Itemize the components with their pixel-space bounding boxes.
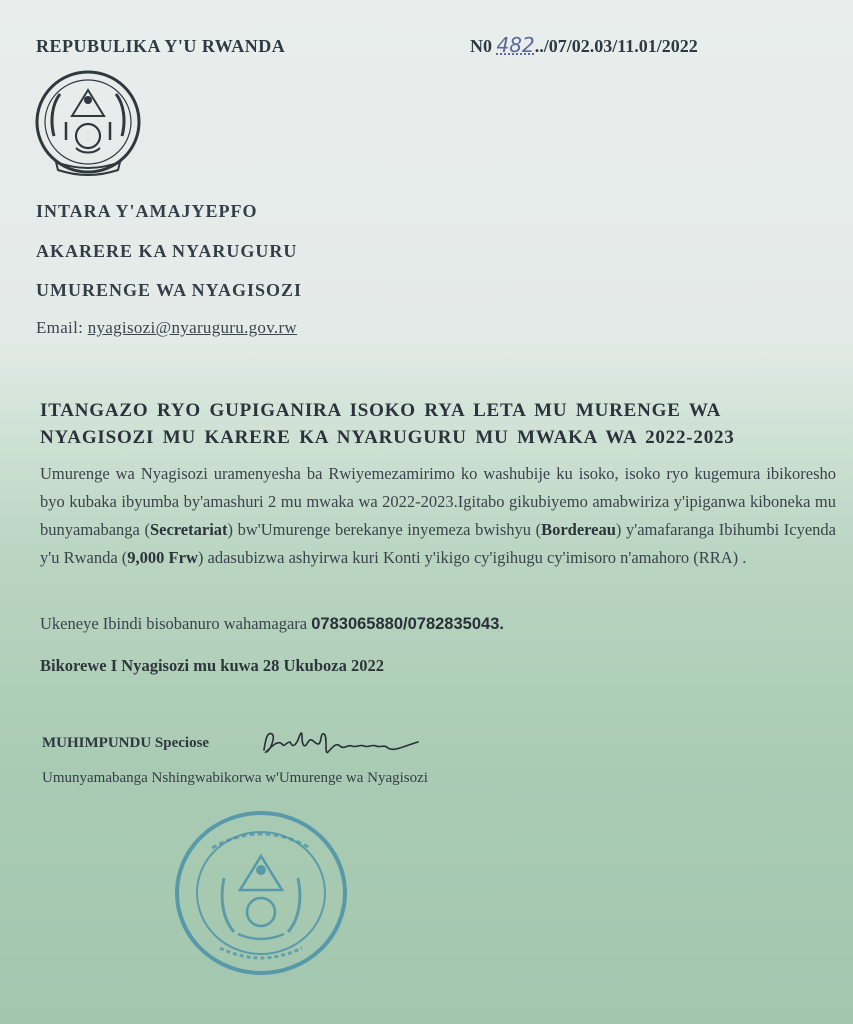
body-text-4: ) adasubizwa ashyirwa kuri Konti y'ikigo cy'igihugu cy'imisoro n'amahoro (RRA) . (197, 548, 747, 567)
reference-number (470, 33, 698, 57)
official-stamp-icon (172, 808, 350, 978)
body-text-2: ) bw'Umurenge berekanye inyemeza bwishyu ( (227, 520, 542, 539)
email-label: Email: (36, 318, 88, 337)
notice-title-line-2: NYAGISOZI MU KARERE KA NYARUGURU MU MWAKA WA 2022-2023 (40, 427, 735, 448)
province-line: INTARA Y'AMAJYEPFO (36, 201, 258, 221)
body-secretariat: Secretariat (149, 520, 228, 539)
signatory-title: Umunyamabanga Nshingwabikorwa w'Umurenge wa Nyagisozi (42, 770, 428, 786)
done-at-line: Bikorewe I Nyagisozi mu kuwa 28 Ukuboza 2022 (40, 656, 384, 675)
body-text-3: ) y'amafaranga Ibihumbi Icyenda y'u Rwanda ( (40, 520, 836, 567)
email-address-link[interactable]: nyagisozi@nyaruguru.gov.rw (87, 318, 297, 337)
signatory-name: MUHIMPUNDU Speciose (42, 735, 210, 751)
body-amount: 9,000 Frw (127, 548, 198, 567)
coat-of-arms-seal-icon (32, 66, 144, 184)
district-line: AKARERE KA NYARUGURU (36, 241, 298, 261)
contact-phones: 0783065880/0782835043. (311, 615, 504, 633)
republic-heading: REPUBULIKA Y'U RWANDA (36, 36, 286, 56)
notice-title-line-1: ITANGAZO RYO GUPIGANIRA ISOKO RYA LETA MU MURENGE WA (40, 400, 722, 421)
reference-suffix: ../07/02.03/11.01/2022 (534, 36, 698, 56)
sector-line: UMURENGE WA NYAGISOZI (36, 280, 303, 300)
notice-body (40, 460, 836, 572)
contact-text: Ukeneye Ibindi bisobanuro wahamagara (40, 614, 312, 633)
email-line (36, 318, 297, 338)
reference-handwritten: 482 (496, 33, 535, 57)
body-bordereau: Bordereau (541, 520, 616, 539)
handwritten-signature-icon (258, 722, 423, 762)
contact-line (40, 610, 504, 638)
notice-title (40, 397, 836, 451)
body-text-1: Umurenge wa Nyagisozi uramenyesha ba Rwiyemezamirimo ko washubije ku isoko, isoko ryo kugemura ibikoresho byo kubaka ibyumba by'amashuri 2 mu mwaka wa 2022-2023.Igitabo gikubiyemo amabwiriza y'ipiganwa kiboneka mu bunyamabanga ( (40, 464, 836, 539)
reference-prefix: N0 (470, 36, 497, 56)
